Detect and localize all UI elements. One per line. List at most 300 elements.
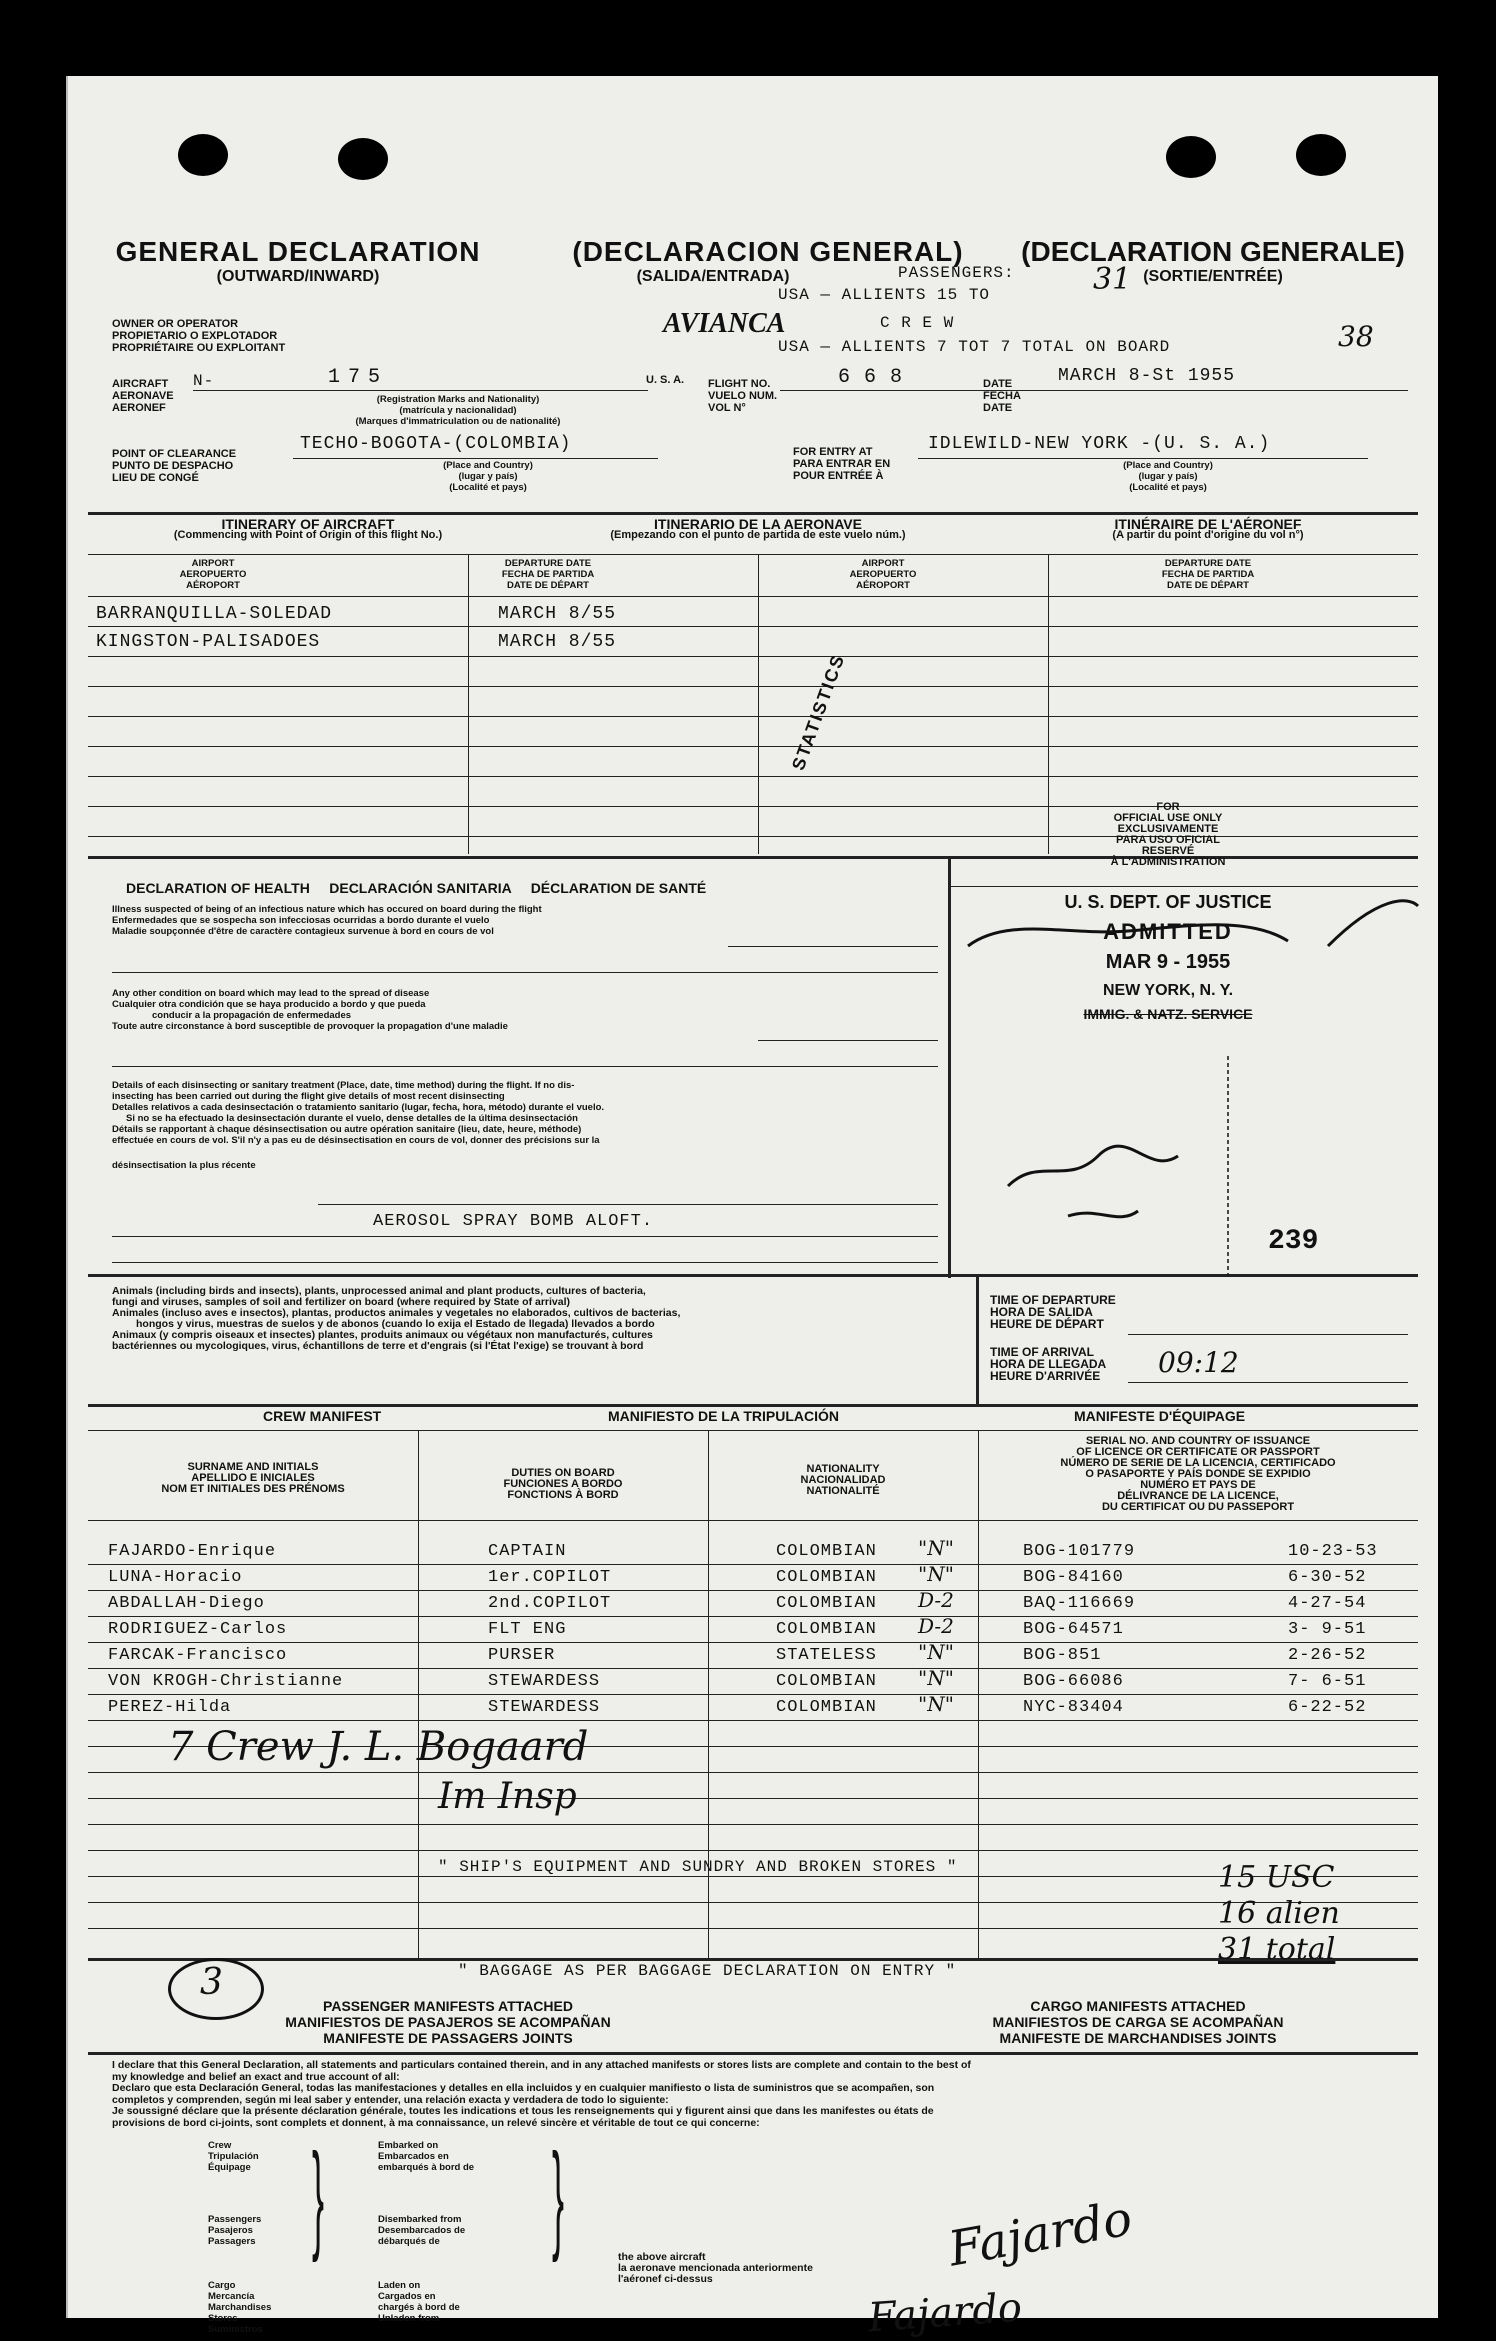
- crew-nat-5: STATELESS: [776, 1646, 877, 1665]
- entry-value: IDLEWILD-NEW YORK -(U. S. A.): [928, 434, 1271, 454]
- date-label: [983, 378, 1021, 414]
- clearance-note: [388, 460, 588, 493]
- punch-hole: [178, 134, 228, 176]
- baggage-line: " BAGGAGE AS PER BAGGAGE DECLARATION ON ENTRY ": [458, 1962, 957, 1980]
- health-p2: [112, 988, 832, 1032]
- bottom-mid-line: Embarcados en: [378, 2151, 449, 2162]
- animals-line: Animales (incluso aves e insectos), plantas, productos animales y vegetales no elaborados, cultivos de bacterias,: [112, 1307, 681, 1319]
- crew-col-name: [88, 1462, 418, 1495]
- bottom-passengers: [208, 2214, 261, 2247]
- entry-note-2: (lugar y país): [1138, 471, 1198, 482]
- itinerary-sub-fr: (A partir du point d'origine du vol n°): [1112, 529, 1304, 541]
- passenger-manifest-count: 3: [200, 1962, 223, 2003]
- flight-label-en: FLIGHT NO.: [708, 378, 771, 390]
- bottom-crew: [208, 2140, 259, 2173]
- health-p3-line-rule: [112, 1236, 938, 1237]
- crew-lic-4: BOG-64571: [1023, 1620, 1124, 1639]
- crew-nat-1: COLOMBIAN: [776, 1542, 877, 1561]
- health-title: DECLARATION OF HEALTH DECLARACIÓN SANITARIA DÉCLARATION DE SANTÉ: [126, 880, 707, 896]
- entry-note-3: (Localité et pays): [1129, 482, 1207, 493]
- entry-label-es: PARA ENTRAR EN: [793, 458, 891, 470]
- health-p3-line: Détails se rapportant à chaque désinsectisation ou autre opération sanitaire (lieu, date, heure, méthode): [112, 1124, 582, 1135]
- flight-label-es: VUELO NUM.: [708, 390, 778, 402]
- bottom-mid-line: Embarked on: [378, 2140, 439, 2151]
- subtitle-es: (SALIDA/ENTRADA): [636, 268, 790, 285]
- animals-line: bactériennes ou mycologiques, virus, échantillons de terre et d'engrais (si l'État l'exige) se trouvant à bord: [112, 1340, 644, 1352]
- itin-airport-1: BARRANQUILLA-SOLEDAD: [96, 604, 333, 624]
- crew-date-6: 7- 6-51: [1288, 1672, 1367, 1691]
- aircraft-label-es: AERONAVE: [112, 390, 174, 402]
- entry-label-en: FOR ENTRY AT: [793, 446, 873, 458]
- crew-name-5: FARCAK-Francisco: [108, 1646, 288, 1665]
- col-date-en: DEPARTURE DATE: [1164, 558, 1252, 569]
- official-label-line: À L'ADMINISTRATION: [1110, 856, 1226, 868]
- crew-row-rule: [88, 1720, 1418, 1721]
- time-arr-line: HEURE D'ARRIVÉE: [990, 1369, 1101, 1383]
- aircraft-note-fr: (Marques d'immatriculation ou de nationalité): [355, 416, 561, 427]
- crew-lic-6: BOG-66086: [1023, 1672, 1124, 1691]
- flight-country: U. S. A.: [646, 374, 685, 386]
- time-dep-line: HORA DE SALIDA: [990, 1305, 1093, 1319]
- passengers-label: PASSENGERS:: [898, 264, 1015, 282]
- health-p2-line-rule: [758, 1040, 938, 1041]
- health-p3: [112, 1080, 922, 1171]
- col-lic-line: DÉLIVRANCE DE LA LICENCE,: [1117, 1490, 1279, 1502]
- tally-line: 15 USC: [1218, 1860, 1335, 1895]
- crew-title-en: CREW MANIFEST: [263, 1408, 382, 1424]
- col-date-es: FECHA DE PARTIDA: [501, 569, 595, 580]
- animals-bottom-rule: [88, 1404, 1418, 1407]
- col-date-fr: DATE DE DÉPART: [1167, 580, 1249, 591]
- crew-nat-6: COLOMBIAN: [776, 1672, 877, 1691]
- aircraft-text-line: la aeronave mencionada anteriormente: [618, 2262, 813, 2274]
- health-p2-line: conducir a la propagación de enfermedades: [152, 1010, 352, 1021]
- crew-name-7: PEREZ-Hilda: [108, 1698, 232, 1717]
- col-lic-line: DU CERTIFICAT OU DU PASSEPORT: [1101, 1501, 1295, 1513]
- aircraft-underline: [193, 390, 648, 391]
- itinerary-sub-en: (Commencing with Point of Origin of this flight No.): [173, 529, 443, 541]
- bottom-left-line: Pasajeros: [208, 2225, 253, 2236]
- animals-line: fungi and viruses, samples of soil and fertilizer on board (where required by State of arrival): [112, 1296, 571, 1308]
- declaration-text: [112, 2060, 1412, 2129]
- itin-row-rule: [88, 656, 1418, 657]
- entry-note-1: (Place and Country): [1123, 460, 1213, 471]
- health-p3-line: Details of each disinsecting or sanitary treatment (Place, date, time method) during the flight. If no dis-: [112, 1080, 575, 1091]
- official-label-line: OFFICIAL USE ONLY: [1113, 812, 1223, 824]
- col-date-es: FECHA DE PARTIDA: [1161, 569, 1255, 580]
- bottom-left-line: Marchandises: [208, 2302, 272, 2313]
- crew-name-4: RODRIGUEZ-Carlos: [108, 1620, 288, 1639]
- title-es: (DECLARACION GENERAL): [572, 236, 964, 267]
- bottom-left-line: Stores: [208, 2313, 238, 2324]
- cargo-manifest-line: MANIFIESTOS DE CARGA SE ACOMPAÑAN: [992, 2014, 1284, 2030]
- owner-label-fr: PROPRIÉTAIRE OU EXPLOITANT: [112, 342, 286, 354]
- official-label-line: PARA USO OFICIAL: [1116, 834, 1220, 846]
- crew-handwritten-note: 7 Crew J. L. Bogaard: [168, 1724, 589, 1770]
- col-nat-line: NACIONALIDAD: [800, 1474, 886, 1486]
- crew-duty-2: 1er.COPILOT: [488, 1568, 612, 1587]
- official-scribbles: [948, 856, 1428, 1276]
- stamp-line: MAR 9 - 1955: [1105, 951, 1231, 973]
- health-p1-line-rule: [112, 972, 938, 973]
- crew-lic-3: BAQ-116669: [1023, 1594, 1136, 1613]
- entry-label: [793, 446, 890, 482]
- crew-col-duties: [418, 1468, 708, 1501]
- entry-underline: [918, 458, 1368, 459]
- aircraft-value: 175: [328, 366, 389, 389]
- owner-label: [112, 318, 285, 354]
- bottom-left-line: Mercancía: [208, 2291, 255, 2302]
- time-departure-label: [990, 1294, 1116, 1330]
- bottom-left-line: Équipage: [208, 2162, 251, 2173]
- crew-row-rule: [88, 1772, 1418, 1773]
- arrival-time: 09:12: [1158, 1346, 1239, 1379]
- crew-name-2: LUNA-Horacio: [108, 1568, 243, 1587]
- bottom-left-line: Suministros: [208, 2324, 263, 2335]
- health-p3-line: Si no se ha efectuado la desinsectación durante el vuelo, dense detalles de la última desinsectación: [126, 1113, 578, 1124]
- cargo-manifest-line: CARGO MANIFESTS ATTACHED: [1030, 1998, 1246, 2014]
- crew-vline: [708, 1430, 709, 1960]
- cargo-manifest-line: MANIFESTE DE MARCHANDISES JOINTS: [999, 2030, 1277, 2046]
- col-nat-line: NATIONALITY: [806, 1463, 880, 1475]
- crew-line: USA — ALLIENTS 7 TOT 7 TOTAL ON BOARD: [778, 338, 1171, 356]
- crew-duty-4: FLT ENG: [488, 1620, 567, 1639]
- subtitle-fr: (SORTIE/ENTRÉE): [1143, 268, 1283, 285]
- crew-duty-7: STEWARDESS: [488, 1698, 601, 1717]
- bottom-mid-line: Desembarcados de: [378, 2225, 466, 2236]
- subtitle-en: (OUTWARD/INWARD): [216, 268, 380, 285]
- itin-vline: [468, 554, 469, 854]
- health-p3-line: insecting has been carried out during the flight give details of most recent disinsecting: [112, 1091, 505, 1102]
- crew-nat-4: COLOMBIAN: [776, 1620, 877, 1639]
- official-label-line: FOR: [1156, 801, 1180, 813]
- declaration-line: Declaro que esta Declaración General, todas las manifestaciones y detalles en ella incluidos y en cualquier manifiesto o lista de suministros que se acompañen, son: [112, 2082, 935, 2094]
- itin-col-date-2: [1128, 558, 1288, 591]
- official-number: 239: [1268, 1226, 1319, 1257]
- health-p1: [112, 904, 832, 937]
- crew-vline: [418, 1430, 419, 1960]
- brace: }: [552, 2129, 565, 2263]
- aircraft-label: [112, 378, 174, 414]
- col-lic-line: NÚMERO DE SERIE DE LA LICENCIA, CERTIFICADO: [1060, 1457, 1336, 1469]
- itinerary-es: [538, 518, 978, 541]
- col-airport-es: AEROPUERTO: [849, 569, 917, 580]
- crew-row-rule: [88, 1668, 1418, 1669]
- brace: }: [312, 2129, 325, 2263]
- itin-col-airport-2: [758, 558, 1008, 591]
- aircraft-note-es: (matrícula y nacionalidad): [399, 405, 517, 416]
- date-label-es: FECHA: [983, 390, 1021, 402]
- owner-label-es: PROPIETARIO O EXPLOTADOR: [112, 330, 278, 342]
- flight-label: [708, 378, 777, 414]
- crew-row-rule: [88, 1616, 1418, 1617]
- entry-note: [1068, 460, 1268, 493]
- total-on-board: 38: [1338, 320, 1374, 353]
- animals-line: hongos y virus, muestras de suelos y de abonos (cuando lo exija el Estado de llegada) llevados a bordo: [136, 1318, 655, 1330]
- aircraft-note: [298, 394, 618, 427]
- itin-row-rule: [88, 626, 1418, 627]
- flight-value: 6 6 8: [838, 366, 904, 389]
- time-arr-line: TIME OF ARRIVAL: [990, 1345, 1094, 1359]
- declaration-line: my knowledge and belief an exact and true account of all:: [112, 2070, 400, 2083]
- time-dep-line: TIME OF DEPARTURE: [990, 1293, 1116, 1307]
- itinerary-en: [88, 518, 528, 541]
- health-p1-line-rule: [728, 946, 938, 947]
- bottom-mid-line: débarqués de: [378, 2236, 440, 2247]
- flight-label-fr: VOL N°: [708, 402, 746, 414]
- signature-2: Fajardo: [866, 2284, 1024, 2341]
- clearance-label-es: PUNTO DE DESPACHO: [112, 460, 234, 472]
- punch-hole: [338, 138, 388, 180]
- ships-equipment-line: " SHIP'S EQUIPMENT AND SUNDRY AND BROKEN STORES ": [438, 1858, 958, 1876]
- tally-line: 31 total: [1218, 1932, 1336, 1967]
- bottom-embarked: [378, 2140, 474, 2173]
- col-airport-es: AEROPUERTO: [179, 569, 247, 580]
- crew-nat-3: COLOMBIAN: [776, 1594, 877, 1613]
- crew-date-2: 6-30-52: [1288, 1568, 1367, 1587]
- itinerary-title-es: ITINERARIO DE LA AERONAVE: [654, 516, 862, 532]
- itinerary-fr: [998, 518, 1418, 541]
- aircraft-text-line: the above aircraft: [618, 2251, 706, 2263]
- clearance-underline: [293, 458, 658, 459]
- bottom-aircraft-text: [618, 2252, 813, 2285]
- date-underline: [1018, 390, 1408, 391]
- health-p2-line: Cualquier otra condición que se haya producido a bordo y que pueda: [112, 999, 426, 1010]
- date-label-en: DATE: [983, 378, 1013, 390]
- health-p3-line-rule: [112, 1262, 938, 1263]
- bottom-left-line: Cargo: [208, 2280, 236, 2291]
- declaration-line: Je soussigné déclare que la présente déclaration générale, toutes les indications et tous les renseignements qui y figurent ainsi que dans les manifestes ou états de: [112, 2105, 934, 2117]
- time-dep-rule: [1128, 1334, 1408, 1335]
- time-arr-rule: [1128, 1382, 1408, 1383]
- bottom-mid-line: Cargados en: [378, 2291, 436, 2302]
- bottom-mid-line: Unladen from: [378, 2313, 440, 2324]
- health-p1-line: Maladie soupçonnée d'être de caractère contagieux survenue à bord en cours de vol: [112, 926, 494, 937]
- declaration-form: [66, 76, 1438, 2341]
- col-name-line: SURNAME AND INITIALS: [187, 1461, 319, 1473]
- crew-mark-3: D-2: [918, 1588, 954, 1612]
- col-duties-line: DUTIES ON BOARD: [511, 1467, 615, 1479]
- crew-col-nat: [708, 1464, 978, 1497]
- crew-row-rule: [88, 1850, 1418, 1851]
- col-name-line: APELLIDO E INICIALES: [191, 1472, 315, 1484]
- stamp-line: ADMITTED: [1103, 919, 1233, 944]
- aircraft-text-line: l'aéronef ci-dessus: [618, 2273, 713, 2285]
- health-bottom-rule: [88, 1274, 1418, 1277]
- crew-lic-7: NYC-83404: [1023, 1698, 1124, 1717]
- crew-lic-1: BOG-101779: [1023, 1542, 1136, 1561]
- crew-nat-7: COLOMBIAN: [776, 1698, 877, 1717]
- clearance-label-fr: LIEU DE CONGÉ: [112, 472, 199, 484]
- crew-mark-6: "N": [918, 1666, 954, 1690]
- stamp-line: U. S. DEPT. OF JUSTICE: [1064, 892, 1272, 912]
- date-value: MARCH 8-St 1955: [1058, 366, 1236, 386]
- cargo-manifests: [948, 1998, 1328, 2046]
- col-nat-line: NATIONALITÉ: [806, 1485, 880, 1497]
- itin-airport-2: KINGSTON-PALISADOES: [96, 632, 321, 652]
- official-label-line: RESERVÉ: [1141, 845, 1195, 857]
- col-airport-fr: AÉROPORT: [186, 580, 240, 591]
- itin-date-2: MARCH 8/55: [498, 632, 617, 652]
- health-p2-line: Any other condition on board which may lead to the spread of disease: [112, 988, 430, 999]
- clearance-label-en: POINT OF CLEARANCE: [112, 448, 237, 460]
- itin-date-1: MARCH 8/55: [498, 604, 617, 624]
- treatment-value: AEROSOL SPRAY BOMB ALOFT.: [373, 1212, 654, 1231]
- itin-col-date-1: [473, 558, 623, 591]
- crew-label: C R E W: [880, 314, 955, 332]
- crew-handwritten-note-2: Im Insp: [438, 1776, 577, 1817]
- itinerary-title-fr: ITINÉRAIRE DE L'AÉRONEF: [1114, 516, 1302, 532]
- passengers-total: 31: [1093, 262, 1132, 297]
- bottom-disembarked: [378, 2214, 465, 2247]
- crew-duty-3: 2nd.COPILOT: [488, 1594, 612, 1613]
- bottom-left-line: Passagers: [208, 2236, 256, 2247]
- crew-mark-4: D-2: [918, 1614, 954, 1638]
- crew-duty-6: STEWARDESS: [488, 1672, 601, 1691]
- crew-row-rule: [88, 1590, 1418, 1591]
- crew-name-3: ABDALLAH-Diego: [108, 1594, 265, 1613]
- owner-label-en: OWNER OR OPERATOR: [112, 318, 239, 330]
- official-label-line: EXCLUSIVAMENTE: [1117, 823, 1219, 835]
- crew-mark-7: "N": [918, 1692, 954, 1716]
- crew-date-5: 2-26-52: [1288, 1646, 1367, 1665]
- crew-row-rule: [88, 1642, 1418, 1643]
- crew-row-rule: [88, 1694, 1418, 1695]
- itin-row-rule: [88, 686, 1418, 687]
- aircraft-note-en: (Registration Marks and Nationality): [376, 394, 540, 405]
- col-date-fr: DATE DE DÉPART: [507, 580, 589, 591]
- itin-row-rule: [88, 746, 1418, 747]
- health-p3-line-rule: [318, 1204, 938, 1205]
- manifest-bottom-rule: [88, 2052, 1418, 2055]
- title-fr-block: [998, 236, 1428, 286]
- crew-mark-2: "N": [918, 1562, 954, 1586]
- declaration-line: completos y comprenden, según mi leal saber y entender, una relación exacta y verdadera de todo lo siguiente:: [112, 2093, 669, 2106]
- clearance-note-1: (Place and Country): [443, 460, 533, 471]
- col-duties-line: FONCTIONS À BORD: [507, 1489, 619, 1501]
- itinerary-header-rule: [88, 554, 1418, 555]
- col-date-en: DEPARTURE DATE: [504, 558, 592, 569]
- declaration-line: I declare that this General Declaration, all statements and particulars contained therein, and in any attached manifests or stores lists are complete and contain to the best of: [112, 2059, 971, 2071]
- clearance-value: TECHO-BOGOTA-(COLOMBIA): [300, 434, 572, 454]
- col-lic-line: OF LICENCE OR CERTIFICATE OR PASSPORT: [1076, 1446, 1320, 1458]
- clearance-label: [112, 448, 236, 484]
- time-dep-line: HEURE DE DÉPART: [990, 1317, 1104, 1331]
- health-p1-line: Illness suspected of being of an infectious nature which has occured on board during the flight: [112, 904, 542, 915]
- stamp-line: NEW YORK, N. Y.: [1102, 982, 1234, 999]
- itinerary-title-en: ITINERARY OF AIRCRAFT: [221, 516, 395, 532]
- health-p3-line: effectuée en cours de vol. S'il n'y a pas eu de désinsectisation en cours de vol, donner des précisions sur la: [112, 1135, 600, 1146]
- time-arr-line: HORA DE LLEGADA: [990, 1357, 1107, 1371]
- crew-col-licence: [978, 1436, 1418, 1513]
- health-p1-line: Enfermedades que se sospecha son infecciosas ocurridas a bordo durante el vuelo: [112, 915, 490, 926]
- bottom-mid-line: Disembarked from: [378, 2214, 462, 2225]
- statistics-stamp: STATISTICS: [788, 651, 849, 773]
- crew-row-rule: [88, 1824, 1418, 1825]
- declaration-line: provisions de bord ci-joints, sont complets et donnent, à ma connaissance, un relevé sincère et véritable de tout ce qui concerne:: [112, 2116, 760, 2129]
- crew-lic-5: BOG-851: [1023, 1646, 1102, 1665]
- aircraft-label-fr: AERONEF: [112, 402, 166, 414]
- punch-hole: [1296, 134, 1346, 176]
- crew-date-7: 6-22-52: [1288, 1698, 1367, 1717]
- bottom-left-line: Tripulación: [208, 2151, 259, 2162]
- col-lic-line: SERIAL NO. AND COUNTRY OF ISSUANCE: [1085, 1435, 1311, 1447]
- health-p2-line-rule: [112, 1066, 938, 1067]
- col-name-line: NOM ET INITIALES DES PRÉNOMS: [161, 1483, 345, 1495]
- crew-duty-1: CAPTAIN: [488, 1542, 567, 1561]
- col-airport-fr: AÉROPORT: [856, 580, 910, 591]
- bottom-laden: [378, 2280, 460, 2324]
- crew-row-rule: [88, 1564, 1418, 1565]
- itin-col-airport-1: [88, 558, 338, 591]
- title-en-block: [88, 236, 508, 286]
- title-en: GENERAL DECLARATION: [115, 236, 481, 267]
- title-fr: (DECLARATION GENERALE): [1021, 236, 1405, 267]
- crew-date-3: 4-27-54: [1288, 1594, 1367, 1613]
- date-label-fr: DATE: [983, 402, 1013, 414]
- itinerary-sub-es: (Empezando con el punto de partida de este vuelo núm.): [610, 529, 906, 541]
- crew-title-rule: [88, 1430, 1418, 1431]
- crew-lic-2: BOG-84160: [1023, 1568, 1124, 1587]
- time-divider: [976, 1274, 979, 1404]
- passenger-manifests: [258, 1998, 638, 2046]
- crew-date-1: 10-23-53: [1288, 1542, 1378, 1561]
- crew-mark-1: "N": [918, 1536, 954, 1560]
- health-p2-line: Toute autre circonstance à bord susceptible de provoquer la propagation d'une maladie: [112, 1021, 508, 1032]
- tally-line: 16 alien: [1218, 1896, 1340, 1931]
- itin-row-rule: [88, 776, 1418, 777]
- itin-row-rule: [88, 716, 1418, 717]
- punch-hole: [1166, 136, 1216, 178]
- passenger-tally: [1218, 1860, 1340, 1968]
- animals-text: [112, 1286, 982, 1352]
- col-duties-line: FUNCIONES A BORDO: [503, 1478, 623, 1490]
- health-p3-line: Detalles relativos a cada desinsectación o tratamiento sanitario (lugar, fecha, hora, método) durante el vuelo.: [112, 1102, 605, 1113]
- passenger-manifest-line: MANIFIESTOS DE PASAJEROS SE ACOMPAÑAN: [285, 2014, 611, 2030]
- entry-label-fr: POUR ENTRÉE À: [793, 470, 884, 482]
- crew-name-1: FAJARDO-Enrique: [108, 1542, 277, 1561]
- aircraft-prefix: N-: [193, 372, 215, 390]
- itin-row-rule: [88, 596, 1418, 597]
- crew-row-rule: [88, 1798, 1418, 1799]
- col-airport-en: AIRPORT: [861, 558, 905, 569]
- crew-header-rule: [88, 1520, 1418, 1521]
- bottom-left-line: Crew: [208, 2140, 232, 2151]
- passenger-manifest-line: PASSENGER MANIFESTS ATTACHED: [323, 1998, 573, 2014]
- animals-line: Animals (including birds and insects), plants, unprocessed animal and plant products, cultures of bacteria,: [112, 1285, 646, 1297]
- health-p3-line: désinsectisation la plus récente: [112, 1160, 256, 1171]
- col-lic-line: O PASAPORTE Y PAÍS DONDE SE EXPIDIO: [1085, 1468, 1311, 1480]
- aircraft-label-en: AIRCRAFT: [112, 378, 169, 390]
- col-lic-line: NUMÉRO ET PAYS DE: [1140, 1479, 1256, 1491]
- crew-date-4: 3- 9-51: [1288, 1620, 1367, 1639]
- crew-nat-2: COLOMBIAN: [776, 1568, 877, 1587]
- crew-duty-5: PURSER: [488, 1646, 556, 1665]
- stamp-line: IMMIG. & NATZ. SERVICE: [1083, 1006, 1253, 1022]
- crew-name-6: VON KROGH-Christianne: [108, 1672, 344, 1691]
- crew-title-es: MANIFIESTO DE LA TRIPULACIÓN: [608, 1408, 839, 1424]
- bottom-mid-line: Laden on: [378, 2280, 421, 2291]
- bottom-mid-line: embarqués à bord de: [378, 2162, 475, 2173]
- clearance-note-3: (Localité et pays): [449, 482, 527, 493]
- crew-mark-5: "N": [918, 1640, 954, 1664]
- col-airport-en: AIRPORT: [191, 558, 235, 569]
- bottom-mid-line: chargés à bord de: [378, 2302, 460, 2313]
- bottom-left-line: Passengers: [208, 2214, 262, 2225]
- passengers-line: USA — ALLIENTS 15 TO: [778, 286, 991, 304]
- passenger-manifest-line: MANIFESTE DE PASSAGERS JOINTS: [323, 2030, 573, 2046]
- clearance-note-2: (lugar y país): [458, 471, 518, 482]
